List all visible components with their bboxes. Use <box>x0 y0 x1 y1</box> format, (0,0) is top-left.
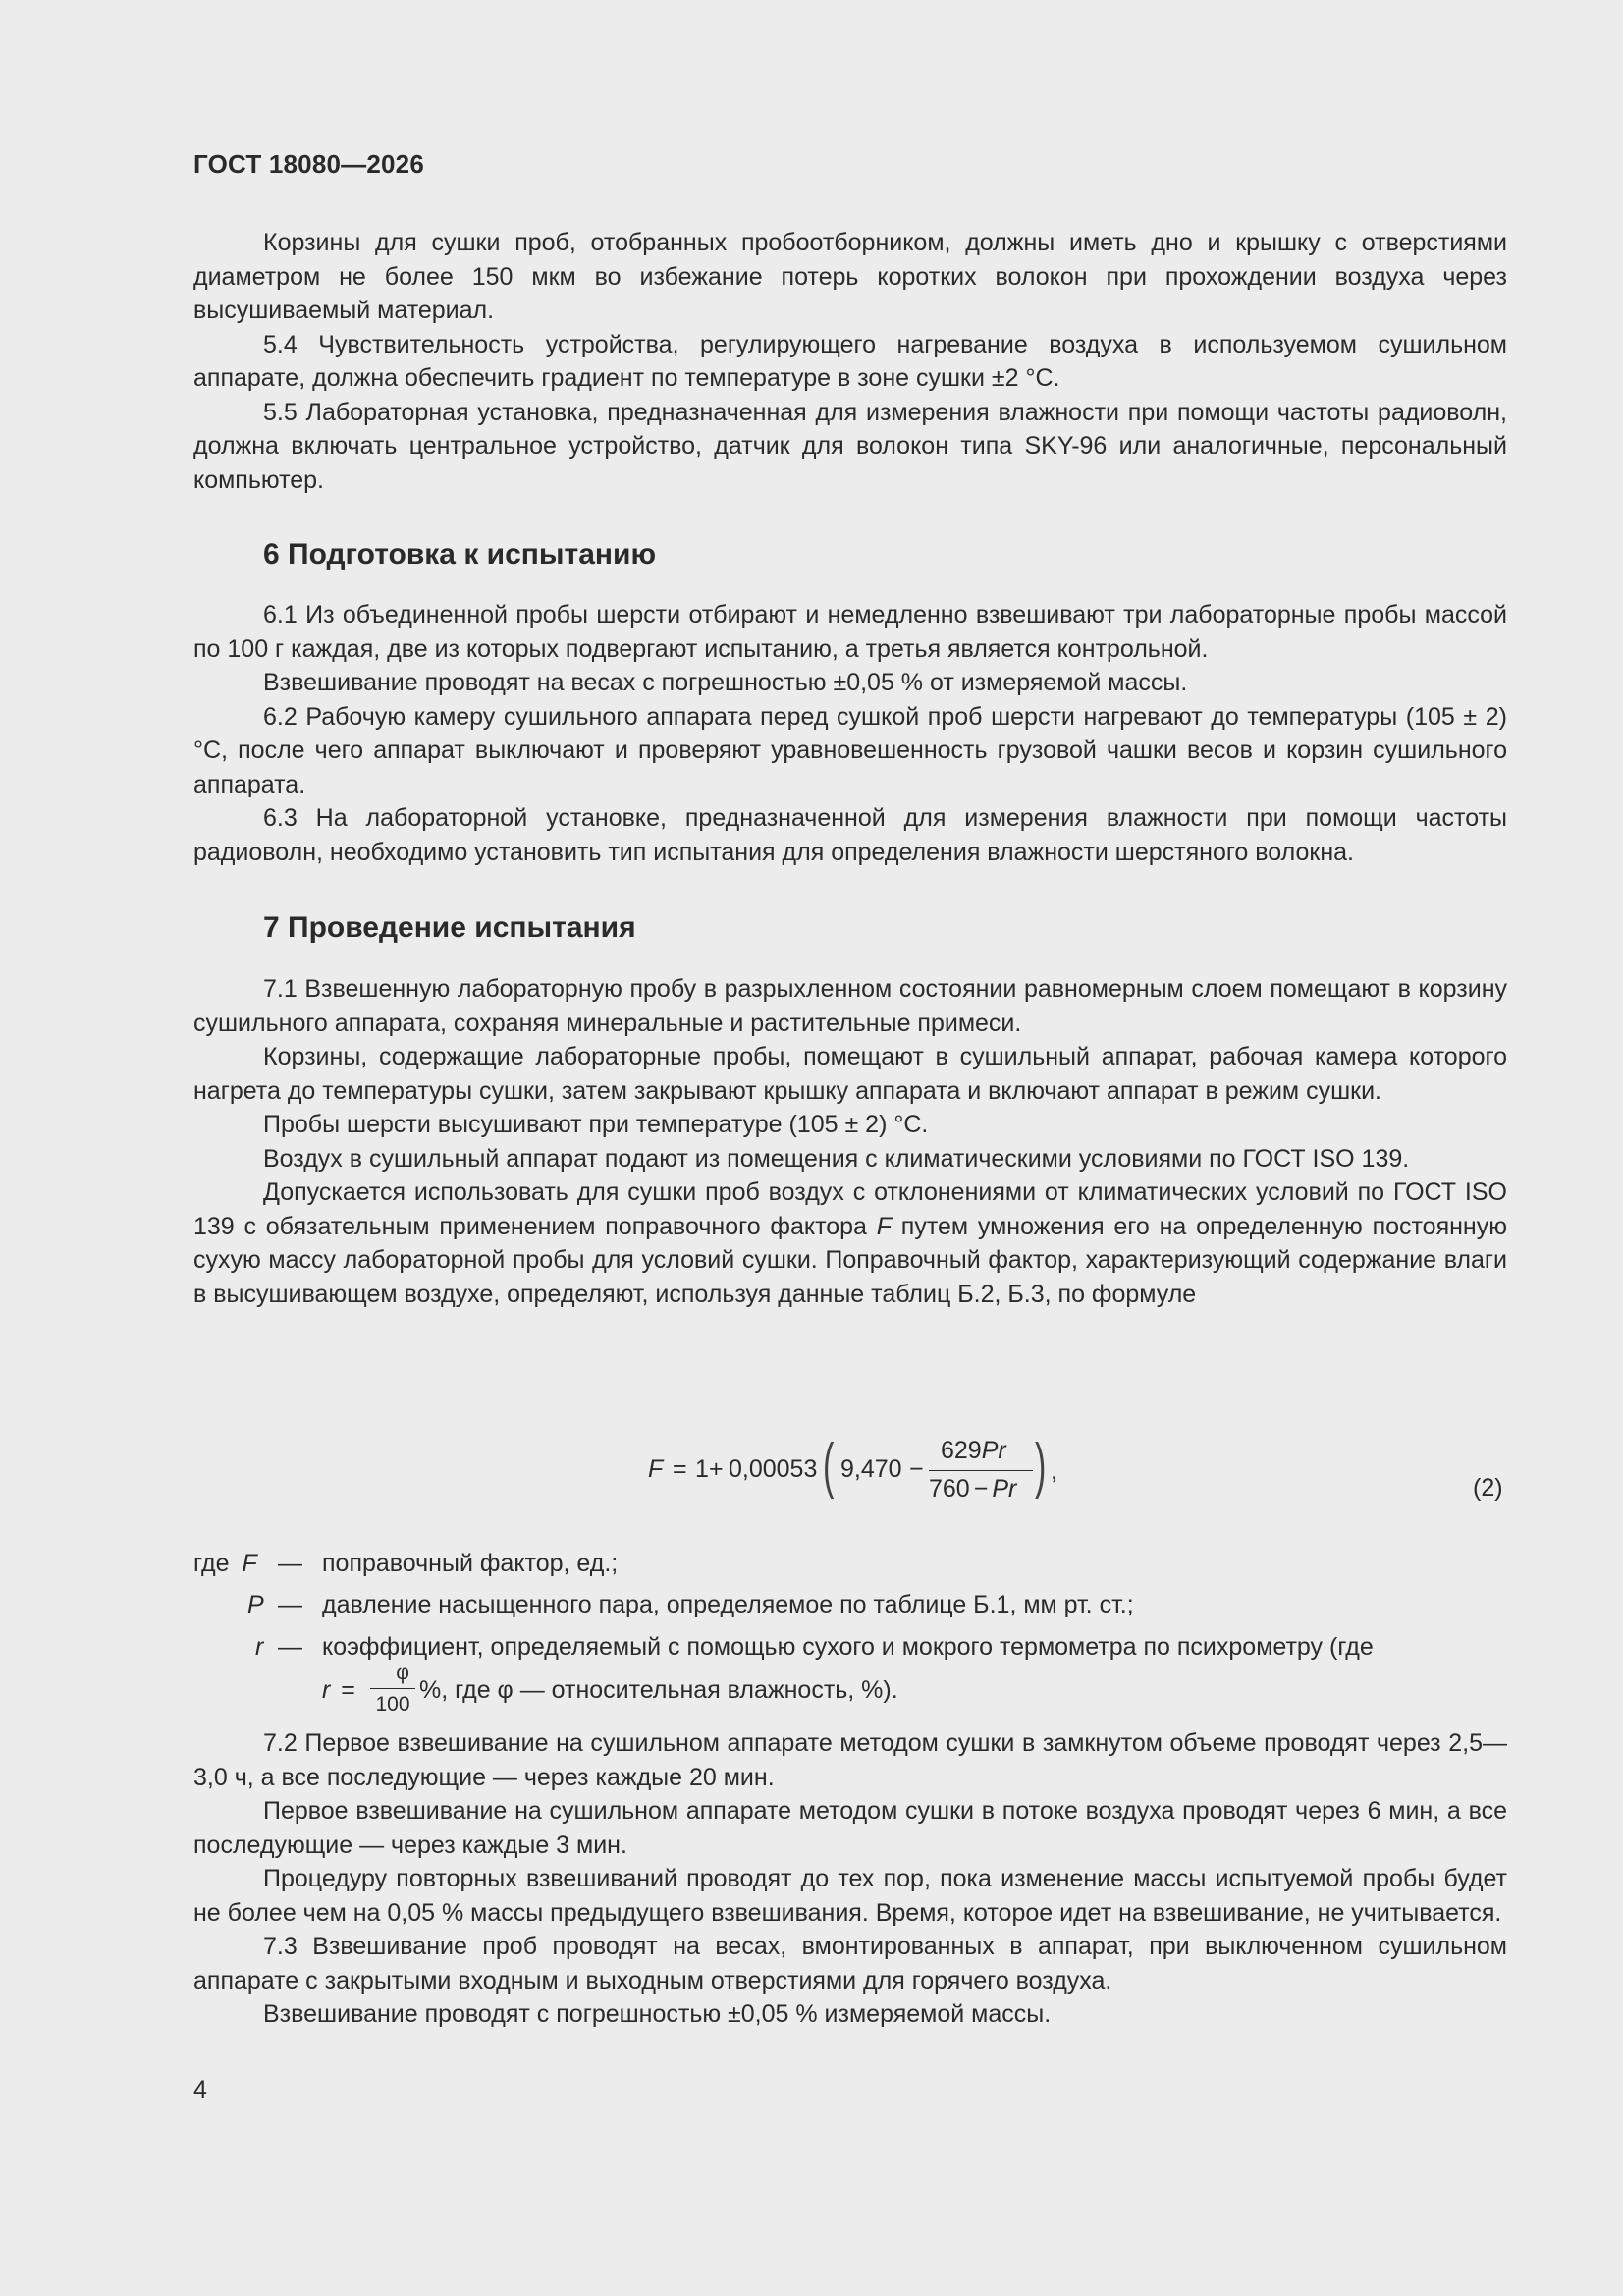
section6-heading: 6 Подготовка к испытанию <box>263 538 657 571</box>
r-denominator: 100 <box>375 1693 410 1716</box>
paragraph: 6.2 Рабочую камеру сушильного аппарата перед сушкой проб шерсти нагревают до температуры (105 ± 2) °С, после чего аппарат выключают и проверяют уравновешенность грузовой чашки весов и корзин сушильного аппарата. <box>193 702 1507 798</box>
paragraph-correction-factor: Допускается использовать для сушки проб воздух с отклонениями от климатических условий по ГОСТ ISO 139 с обязательным применением поправочного фактора F путем умножения его на определенную постоянную сухую массу лабораторной пробы для условий сушки. Поправочный фактор, характеризующий содержание влаги в высушивающем воздухе, определяют, используя данные таблиц Б.2, Б.3, по формуле <box>193 1178 1507 1308</box>
right-paren: ) <box>1035 1432 1047 1500</box>
page-number: 4 <box>193 2076 207 2104</box>
equation-number: (2) <box>1473 1474 1503 1502</box>
paragraph: 7.3 Взвешивание проб проводят на весах, вмонтированных в аппарат, при выключенном сушильном аппарате с закрытыми входным и выходным отверстиями для горячего воздуха. <box>193 1933 1507 1995</box>
fraction-line <box>929 1470 1033 1471</box>
section5-text <box>193 226 1507 497</box>
definition-dash: — <box>278 1550 302 1577</box>
formula-coef: 0,00053 <box>729 1455 818 1483</box>
paragraph: Процедуру повторных взвешиваний проводят до тех пор, пока изменение массы испытуемой пробы будет не более чем на 0,05 % массы предыдущего взвешивания. Время, которое идет на взвешивание, не учитывается. <box>193 1865 1507 1927</box>
formula-eq: = <box>673 1455 687 1483</box>
definition-r: r <box>255 1633 264 1661</box>
section7-text <box>193 972 1507 1311</box>
formula-lhs: F <box>648 1455 664 1483</box>
definition-text: коэффициент, определяемый с помощью сухого и мокрого термометра по психрометру (где <box>322 1633 1374 1661</box>
paragraph: Взвешивание проводят с погрешностью ±0,05 % измеряемой массы. <box>263 2000 1052 2028</box>
paragraph: 7.2 Первое взвешивание на сушильном аппарате методом сушки в замкнутом объеме проводят через 2,5—3,0 ч, а все последующие — через каждые 20 мин. <box>193 1729 1507 1791</box>
r-numerator: φ <box>396 1662 409 1684</box>
paragraph: 6.1 Из объединенной пробы шерсти отбирают и немедленно взвешивают три лабораторные пробы массой по 100 г каждая, две из которых подвергают испытанию, а третья является контрольной. <box>193 601 1507 663</box>
formula-trail: , <box>1051 1457 1057 1485</box>
r-explanation: %, где φ — относительная влажность, %). <box>419 1676 898 1704</box>
paragraph: Взвешивание проводят на весах с погрешностью ±0,05 % от измеряемой массы. <box>263 669 1188 696</box>
formula-minus: − <box>909 1455 924 1483</box>
paragraph: Пробы шерсти высушивают при температуре (105 ± 2) °С. <box>263 1111 929 1138</box>
r-fraction-line <box>370 1688 415 1689</box>
r-formula: r = <box>322 1676 355 1704</box>
formula-numerator: 629Pr <box>941 1437 1006 1464</box>
formula-denominator: 760 − Pr <box>929 1475 1017 1503</box>
formula-one: 1 <box>695 1455 709 1483</box>
definition-dash: — <box>278 1633 302 1661</box>
paragraph: 7.1 Взвешенную лабораторную пробу в разрыхленном состоянии равномерным слоем помещают в корзину сушильного аппарата, сохраняя минеральные и растительные примеси. <box>193 975 1507 1037</box>
definition-P: P <box>247 1591 264 1618</box>
formula-inner-const: 9,470 <box>840 1455 902 1483</box>
paragraph: Корзины для сушки проб, отобранных пробоотборником, должны иметь дно и крышку с отверстиями диаметром не более 150 мкм во избежание потерь коротких волокон при прохождении воздуха через высушиваемый материал. <box>193 229 1507 324</box>
section7-heading: 7 Проведение испытания <box>263 911 636 944</box>
paragraph: Первое взвешивание на сушильном аппарате методом сушки в потоке воздуха проводят через 6 мин, а все последующие — через каждые 3 мин. <box>193 1797 1507 1859</box>
definition-dash: — <box>278 1591 302 1618</box>
document-header: ГОСТ 18080—2026 <box>193 149 424 179</box>
formula-plus: + <box>709 1455 724 1483</box>
paragraph: Воздух в сушильный аппарат подают из помещения с климатическими условиями по ГОСТ ISO 139. <box>263 1144 1410 1173</box>
paragraph: 5.4 Чувствительность устройства, регулирующего нагревание воздуха в используемом сушильном аппарате, должна обеспечить градиент по температуре в зоне сушки ±2 °С. <box>193 330 1507 392</box>
paragraph: 5.5 Лабораторная установка, предназначенная для измерения влажности при помощи частоты радиоволн, должна включать центральное устройство, датчик для волокон типа SKY-96 или аналогичные, персональный компьютер. <box>193 398 1507 494</box>
variable-F: F <box>876 1212 893 1240</box>
definition-text: поправочный фактор, ед.; <box>322 1550 619 1577</box>
section6-text <box>193 598 1507 869</box>
definition-text: давление насыщенного пара, определяемое по таблице Б.1, мм рт. ст.; <box>322 1591 1134 1618</box>
paragraph: Корзины, содержащие лабораторные пробы, помещают в сушильный аппарат, рабочая камера которого нагрета до температуры сушки, затем закрывают крышку аппарата и включают аппарат в режим сушки. <box>193 1043 1507 1105</box>
definition-F: где F <box>193 1550 257 1577</box>
formula-2 <box>648 1432 1139 1514</box>
section7-continued <box>193 1726 1507 2032</box>
paragraph: 6.3 На лабораторной установке, предназначенной для измерения влажности при помощи частоты радиоволн, необходимо установить тип испытания для определения влажности шерстяного волокна. <box>193 804 1507 866</box>
left-paren: ( <box>823 1432 835 1500</box>
